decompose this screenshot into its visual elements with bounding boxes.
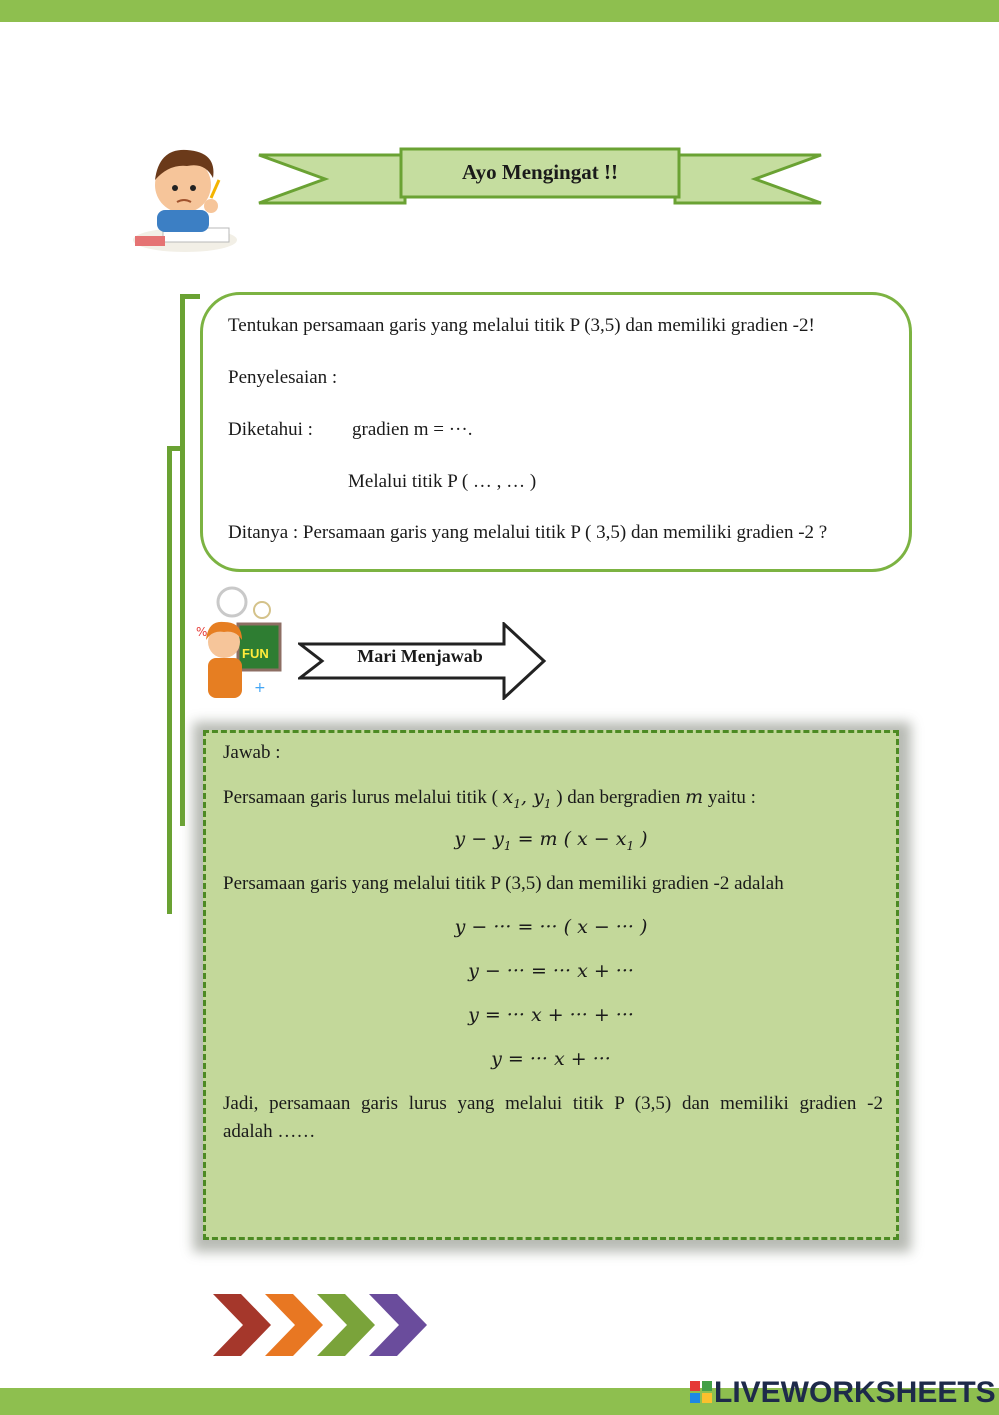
studying-kid-illustration [125,140,240,258]
answer-line1-pre: Persamaan garis lurus melalui titik ( [223,787,503,808]
formula-line: $y - y_1 = m$ ( $x - x_1$ ) [454,828,648,853]
known-label: Diketahui : [228,419,313,440]
solution-label: Penyelesaian : [228,367,338,388]
liveworksheets-icon [690,1381,714,1405]
equation-step-4: y = ··· x + ··· [491,1048,611,1070]
answer-line1-post: ) dan bergradien [551,787,686,808]
svg-text:%: % [196,625,208,639]
chevron-red [213,1294,271,1356]
equation-step-2: y − ··· = ··· x + ··· [468,960,634,982]
decor-line [167,446,183,451]
banner-title: Ayo Mengingat !! [462,160,618,184]
known-gradient: gradien m = ···. [352,419,473,440]
chevron-orange [265,1294,323,1356]
answer-label: Jawab : [223,742,281,763]
arrow-label: Mari Menjawab [357,646,483,666]
answer-line2: Persamaan garis yang melalui titik P (3,5) dan memiliki gradien -2 adalah [223,873,784,894]
liveworksheets-logo [690,1376,996,1410]
equation-step-1: y − ··· = ··· ( x − ··· ) [454,916,648,938]
fun-teacher-illustration [192,580,284,710]
decor-line [180,294,185,826]
decor-line [180,294,200,299]
top-decor-bar [0,0,999,22]
equation-step-3: y = ··· x + ··· + ··· [468,1004,634,1026]
conclusion-line1: Jadi, persamaan garis lurus yang melalui titik P (3,5) dan memiliki gradien -2 [223,1093,883,1114]
svg-text:+: + [254,680,266,696]
decorative-chevrons [213,1290,433,1360]
conclusion-line2: adalah …… [223,1121,316,1142]
question-prompt: Tentukan persamaan garis yang melalui titik P (3,5) dan memiliki gradien -2! [228,315,815,336]
known-point: Melalui titik P ( … , … ) [348,471,537,492]
asked-text: Ditanya : Persamaan garis yang melalui titik P ( 3,5) dan memiliki gradien -2 ? [228,522,828,543]
answer-line1: Persamaan garis lurus melalui titik ( $x_1$, $y_1$ ) dan bergradien m yaitu : [223,786,756,811]
chevron-purple [369,1294,427,1356]
svg-text:FUN: FUN [242,646,269,661]
decor-line [167,446,172,914]
answer-line1-end: yaitu : [703,787,756,808]
chevron-green [317,1294,375,1356]
liveworksheets-text: LIVEWORKSHEETS [714,1376,996,1409]
